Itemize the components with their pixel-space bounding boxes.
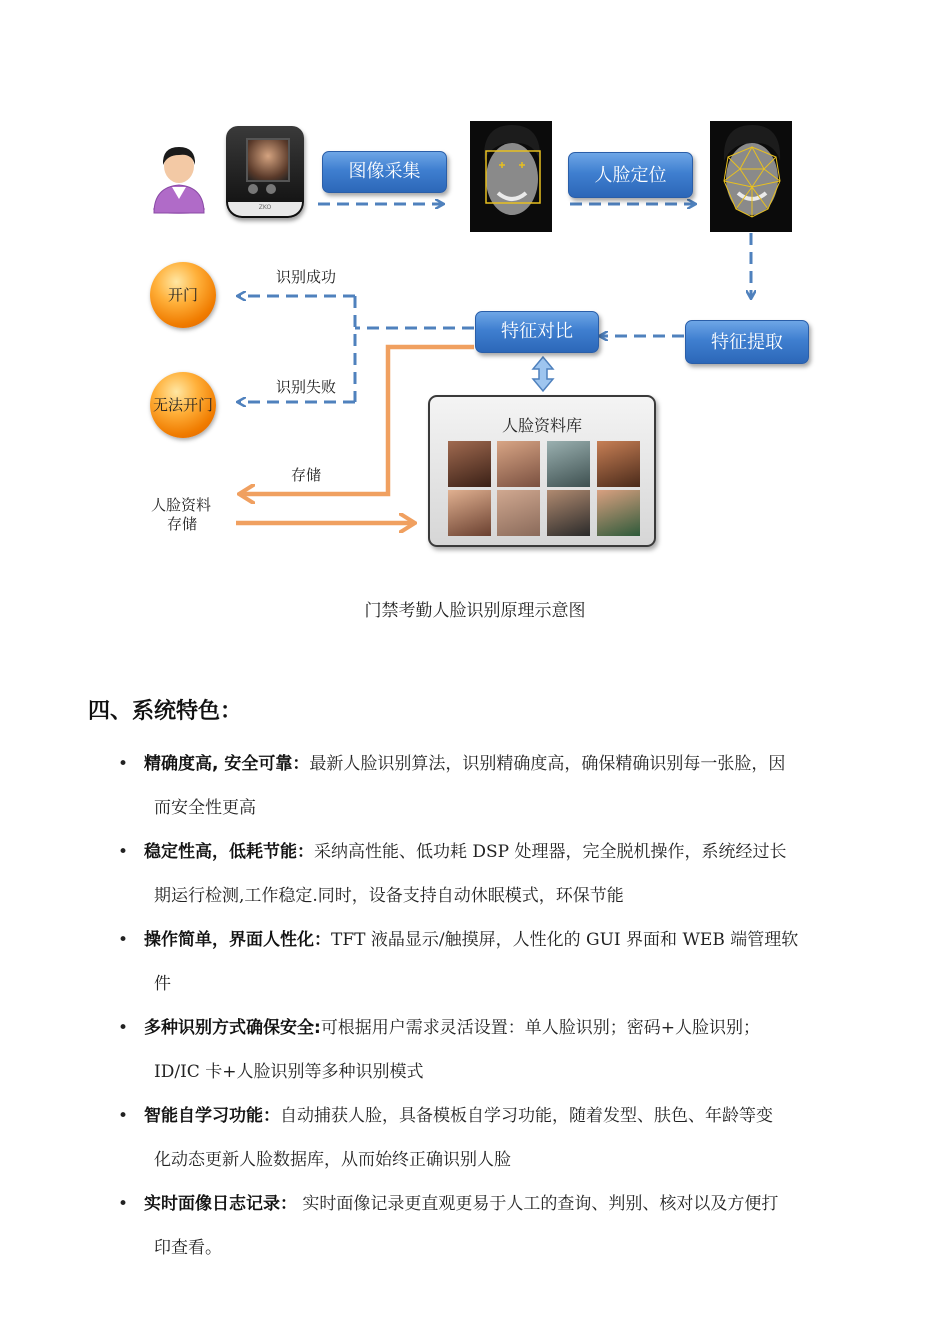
feature-item	[118, 1182, 878, 1270]
diagram-caption: 门禁考勤人脸识别原理示意图	[364, 601, 586, 621]
db-face-thumb	[497, 441, 540, 487]
feature-title: 实时面像日志记录：	[144, 1194, 297, 1214]
feature-item	[118, 1094, 878, 1182]
feature-item	[118, 830, 878, 918]
feature-item	[118, 918, 878, 1006]
feature-text: TFT 液晶显示/触摸屏，人性化的 GUI 界面和 WEB 端管理软	[331, 930, 799, 950]
face-image	[470, 121, 552, 232]
step-feature-extract: 特征提取	[685, 320, 809, 364]
face-terminal-device	[226, 126, 304, 218]
feature-text-continued: 而安全性更高	[154, 798, 256, 818]
face-data-label-line1: 人脸资料	[151, 496, 212, 514]
feature-title: 智能自学习功能：	[144, 1106, 280, 1126]
feature-item	[118, 742, 878, 830]
step-feature-compare: 特征对比	[475, 311, 599, 353]
db-face-thumb	[547, 441, 590, 487]
feature-text: 实时面像记录更直观更易于人工的查询、判别、核对以及方便打	[297, 1194, 779, 1214]
device-screen	[246, 138, 290, 182]
bullet-icon: •	[118, 754, 129, 774]
db-face-thumb	[448, 441, 491, 487]
device-camera-left	[248, 184, 258, 194]
db-face-thumb	[547, 490, 590, 536]
bullet-icon: •	[118, 1194, 129, 1214]
person-icon	[150, 143, 210, 215]
feature-text-continued: 化动态更新人脸数据库，从而始终正确识别人脸	[154, 1150, 511, 1170]
feature-title: 多种识别方式确保安全:	[144, 1018, 321, 1038]
recognition-fail-label: 识别失败	[276, 378, 337, 396]
double-arrow-icon	[533, 357, 553, 391]
step-face-locate: 人脸定位	[568, 152, 693, 198]
feature-text-continued: 件	[154, 974, 171, 994]
db-face-thumb	[497, 490, 540, 536]
step-image-capture: 图像采集	[322, 151, 447, 193]
db-face-thumb	[448, 490, 491, 536]
feature-text: 采纳高性能、低功耗 DSP 处理器，完全脱机操作，系统经过长	[314, 842, 787, 862]
feature-text: 可根据用户需求灵活设置：单人脸识别；密码+人脸识别；	[320, 1018, 761, 1038]
bullet-icon: •	[118, 842, 129, 862]
bullet-icon: •	[118, 1106, 129, 1126]
feature-text: 自动捕获人脸，具备模板自学习功能，随着发型、肤色、年龄等变	[280, 1106, 773, 1126]
feature-text: 最新人脸识别算法，识别精确度高，确保精确识别每一张脸，因	[309, 754, 786, 774]
db-face-thumb	[597, 441, 640, 487]
face-recognition-diagram	[0, 0, 950, 580]
feature-text-continued: ID/IC 卡+人脸识别等多种识别模式	[154, 1062, 424, 1082]
face-mesh-image	[710, 121, 792, 232]
feature-item	[118, 1006, 878, 1094]
feature-list	[118, 742, 878, 1270]
door-open-result: 开门	[150, 262, 216, 328]
face-database	[428, 395, 656, 547]
section-heading: 四、系统特色：	[88, 699, 243, 724]
store-label: 存储	[291, 466, 322, 484]
recognition-success-label: 识别成功	[276, 268, 337, 286]
feature-text-continued: 期运行检测,工作稳定.同时，设备支持自动休眠模式，环保节能	[154, 886, 624, 906]
face-locate-photo	[470, 121, 552, 232]
door-cannot-open-result: 无法开门	[150, 372, 216, 438]
device-logo: ZKO	[258, 204, 272, 211]
face-database-title: 人脸资料库	[501, 416, 582, 435]
feature-title: 精确度高, 安全可靠：	[144, 754, 310, 774]
feature-title: 操作简单，界面人性化：	[144, 930, 331, 950]
bullet-icon: •	[118, 1018, 129, 1038]
feature-mesh-photo	[710, 121, 792, 232]
device-camera-right	[266, 184, 276, 194]
bullet-icon: •	[118, 930, 129, 950]
feature-title: 稳定性高，低耗节能：	[144, 842, 314, 862]
db-face-thumb	[597, 490, 640, 536]
face-data-label-line2: 存储	[167, 515, 198, 533]
feature-text-continued: 印查看。	[154, 1238, 222, 1258]
